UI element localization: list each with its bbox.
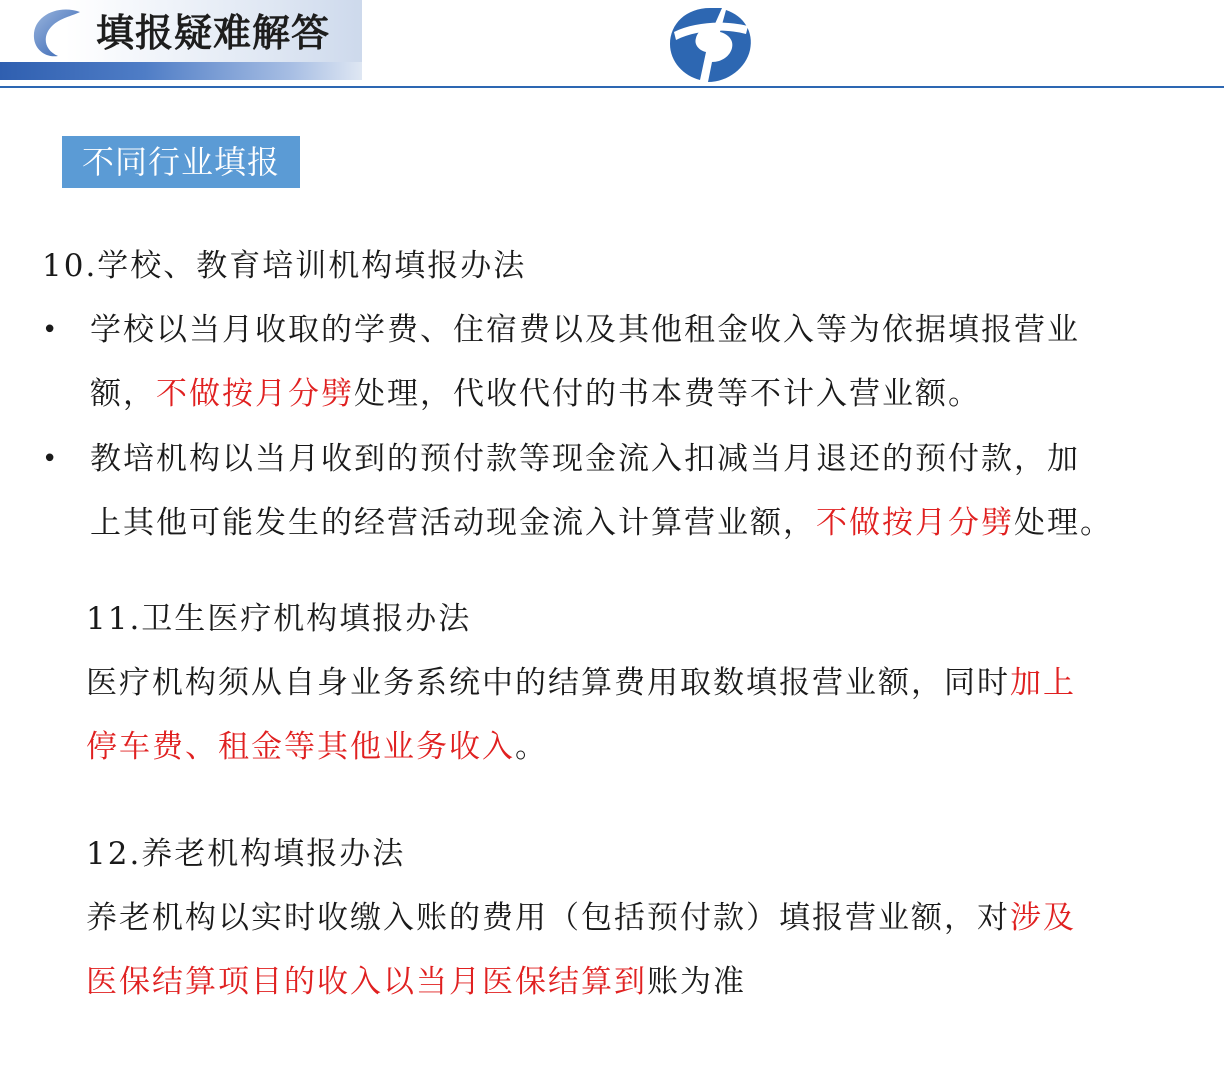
text-segment: 养老机构以实时收缴入账的费用（包括预付款）填报营业额，对 [86,900,1010,936]
text-segment: 处理，代收代付的书本费等不计入营业额。 [354,376,981,412]
item-10-bullet-2-line-2 [90,501,1113,545]
item-10-bullet-1-line-2 [90,372,981,416]
text-segment: 。 [515,729,548,765]
bullet-icon: • [42,444,58,474]
bullet-icon: • [42,315,58,345]
item-10-heading: 10.学校、教育培训机构填报办法 [42,248,527,284]
item-12-heading: 12.养老机构填报办法 [86,836,406,872]
page-title: 填报疑难解答 [96,11,331,55]
item-12-line-1 [86,896,1076,940]
section-tag: 不同行业填报 [62,136,300,188]
item-10-bullet-1-line-1: 学校以当月收取的学费、住宿费以及其他租金收入等为依据填报营业 [90,312,1080,348]
highlight-text: 不做按月分劈 [816,505,1014,541]
logo-icon [664,2,756,86]
text-segment: 额， [90,376,156,412]
header-banner-stripe [0,62,362,80]
item-11-heading: 11.卫生医疗机构填报办法 [86,601,472,637]
highlight-text: 不做按月分劈 [156,376,354,412]
text-segment: 处理。 [1014,505,1113,541]
item-11-line-1 [86,661,1076,705]
item-12-line-2 [86,960,746,1004]
highlight-text: 加上 [1010,665,1076,701]
highlight-text: 停车费、租金等其他业务收入 [86,729,515,765]
text-segment: 账为准 [647,964,746,1000]
slide-header [0,0,1224,92]
item-10-bullet-2-line-1: 教培机构以当月收到的预付款等现金流入扣减当月退还的预付款，加 [90,441,1080,477]
header-swirl-icon [28,6,88,58]
text-segment: 上其他可能发生的经营活动现金流入计算营业额， [90,505,816,541]
header-divider [0,86,1224,88]
highlight-text: 医保结算项目的收入以当月医保结算到 [86,964,647,1000]
highlight-text: 涉及 [1010,900,1076,936]
item-11-line-2 [86,725,548,769]
text-segment: 医疗机构须从自身业务系统中的结算费用取数填报营业额，同时 [86,665,1010,701]
